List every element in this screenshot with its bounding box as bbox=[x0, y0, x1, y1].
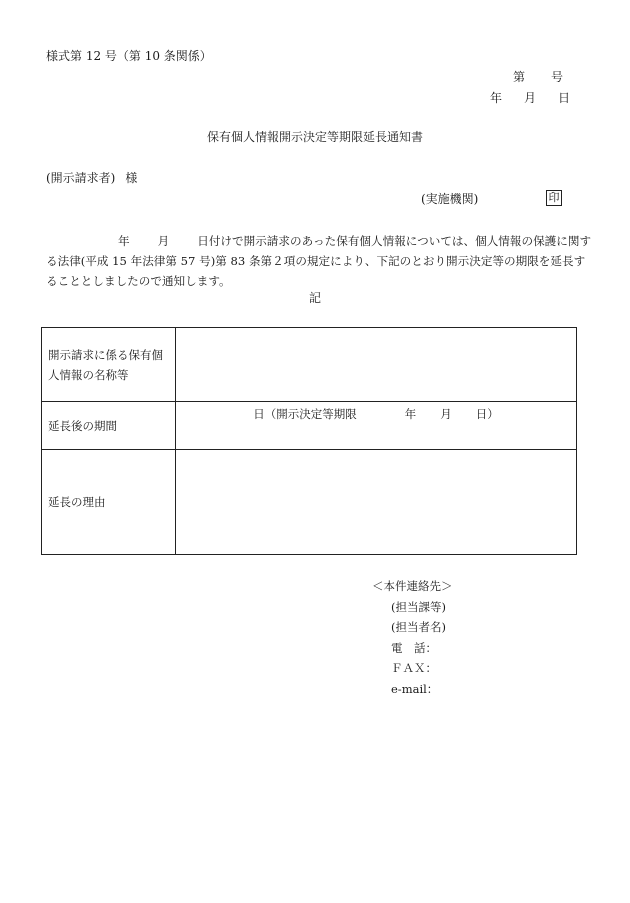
extension-day-close: 日） bbox=[475, 406, 499, 421]
body-line-1-text: 日付けで開示請求のあった保有個人情報については、個人情報の保護に関す bbox=[197, 234, 592, 248]
date-year: 年 bbox=[490, 91, 503, 105]
body-line-1 bbox=[46, 231, 592, 251]
details-table bbox=[41, 327, 577, 555]
recipient-label: (開示請求者) bbox=[46, 171, 116, 185]
item-name-label-line-2: 人情報の名称等 bbox=[48, 367, 129, 382]
body-line-2: る法律(平成 15 年法律第 57 号)第 83 条第２項の規定により、下記のとおり開示決定等の期限を延長す bbox=[46, 254, 586, 268]
body-line-3: ることとしましたので通知します。 bbox=[46, 274, 231, 288]
date-day: 日 bbox=[558, 91, 571, 105]
doc-number-suffix: 号 bbox=[551, 70, 564, 84]
contact-tel: 電 話： bbox=[391, 640, 437, 655]
body-month: 月 bbox=[157, 234, 170, 248]
ki-heading: 記 bbox=[308, 291, 321, 305]
contact-person: (担当者名) bbox=[391, 620, 446, 634]
contact-heading: ＜本件連絡先＞ bbox=[372, 579, 453, 593]
contact-block bbox=[372, 576, 453, 699]
notice-body bbox=[46, 231, 592, 291]
extension-day: 日（開示決定等期限 bbox=[253, 406, 357, 421]
contact-email: e-mail： bbox=[391, 681, 439, 696]
date-month: 月 bbox=[524, 91, 537, 105]
form-number: 様式第 12 号（第 10 条関係） bbox=[46, 49, 212, 63]
seal-mark: 印 bbox=[546, 190, 562, 206]
extension-period-label: 延長後の期間 bbox=[42, 402, 176, 450]
document-number bbox=[513, 71, 563, 83]
contact-fax: ＦＡＸ： bbox=[391, 661, 437, 675]
item-name-label bbox=[42, 328, 176, 402]
issue-date bbox=[490, 92, 570, 104]
extension-year: 年 bbox=[404, 406, 417, 421]
table-row bbox=[42, 450, 577, 555]
table-row bbox=[42, 402, 577, 450]
extension-reason-value[interactable] bbox=[176, 450, 577, 555]
contact-dept: (担当課等) bbox=[391, 599, 446, 614]
document-title: 保有個人情報開示決定等期限延長通知書 bbox=[206, 130, 423, 144]
doc-number-prefix: 第 bbox=[513, 70, 526, 84]
extension-period-text bbox=[182, 406, 570, 422]
recipient bbox=[46, 172, 137, 184]
extension-month: 月 bbox=[440, 406, 452, 421]
agency-label: (実施機関) bbox=[421, 192, 479, 206]
item-name-value[interactable] bbox=[176, 328, 577, 402]
table-row bbox=[42, 328, 577, 402]
extension-period-value[interactable] bbox=[176, 402, 577, 450]
recipient-honorific: 様 bbox=[125, 171, 138, 185]
body-year: 年 bbox=[118, 234, 130, 248]
item-name-label-line-1: 開示請求に係る保有個 bbox=[48, 347, 163, 362]
extension-reason-label: 延長の理由 bbox=[42, 450, 176, 555]
